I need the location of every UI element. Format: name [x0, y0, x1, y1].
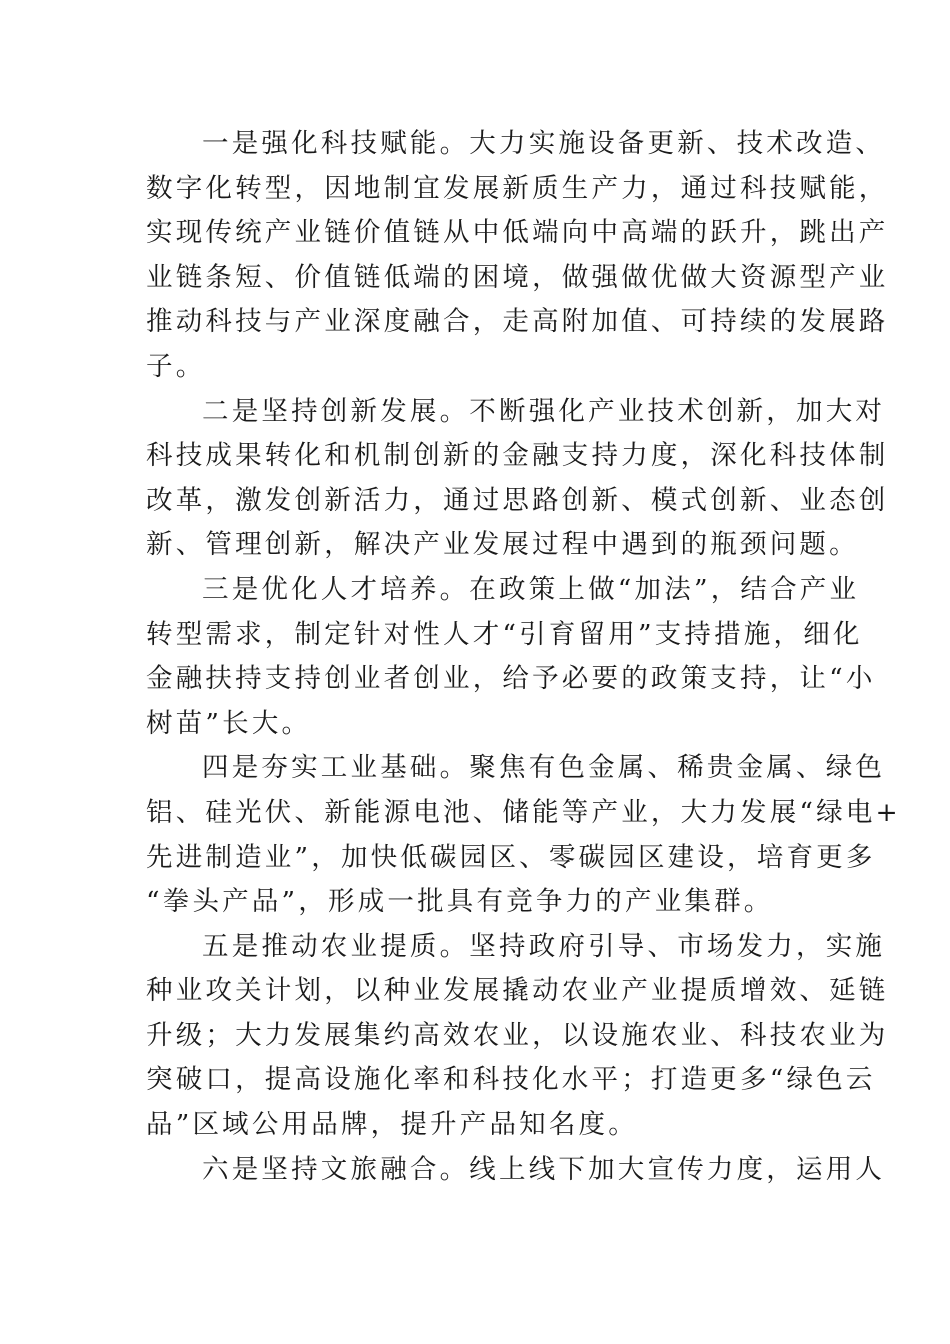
document-body: [146, 122, 901, 1192]
paragraph-3-line-1: 三是优化人才培养。在政策上做“加法”，结合产业: [202, 573, 860, 605]
paragraph-4-line-2: 铝、硅光伏、新能源电池、储能等产业，大力发展“绿电+: [146, 796, 901, 828]
paragraph-4-line-3: 先进制造业”，加快低碳园区、零碳园区建设，培育更多: [146, 841, 876, 873]
paragraph-2-line-4: 新、管理创新，解决产业发展过程中遇到的瓶颈问题。: [146, 529, 859, 561]
paragraph-5-line-4: 突破口，提高设施化率和科技化水平；打造更多“绿色云: [146, 1064, 876, 1096]
paragraph-1-line-2: 数字化转型，因地制宜发展新质生产力，通过科技赋能，: [146, 172, 889, 204]
paragraph-6-line-1: 六是坚持文旅融合。线上线下加大宣传力度，运用人: [202, 1153, 886, 1185]
paragraph-5-line-2: 种业攻关计划，以种业发展撬动农业产业提质增效、延链: [146, 975, 889, 1007]
paragraph-5-line-5: 品”区域公用品牌，提升产品知名度。: [146, 1109, 638, 1141]
paragraph-4-line-1: 四是夯实工业基础。聚焦有色金属、稀贵金属、绿色: [202, 752, 886, 784]
paragraph-3-line-2: 转型需求，制定针对性人才“引育留用”支持措施，细化: [146, 618, 863, 650]
paragraph-4-line-4: “拳头产品”，形成一批具有竞争力的产业集群。: [146, 886, 774, 918]
paragraph-1-line-5: 推动科技与产业深度融合，走高附加值、可持续的发展路: [146, 306, 889, 338]
paragraph-1-line-6: 子。: [146, 350, 206, 382]
paragraph-1-line-1: 一是强化科技赋能。大力实施设备更新、技术改造、: [202, 128, 886, 159]
paragraph-2-line-1: 二是坚持创新发展。不断强化产业技术创新，加大对: [202, 395, 886, 427]
paragraph-2-line-3: 改革，激发创新活力，通过思路创新、模式创新、业态创: [146, 484, 889, 516]
paragraph-1-line-4: 业链条短、价值链低端的困境，做强做优做大资源型产业: [146, 261, 889, 293]
paragraph-5-line-1: 五是推动农业提质。坚持政府引导、市场发力，实施: [202, 930, 886, 962]
paragraph-2-line-2: 科技成果转化和机制创新的金融支持力度，深化科技体制: [146, 440, 889, 472]
paragraph-1-line-3: 实现传统产业链价值链从中低端向中高端的跃升，跳出产: [146, 217, 889, 249]
paragraph-3-line-3: 金融扶持支持创业者创业，给予必要的政策支持，让“小: [146, 663, 876, 695]
paragraph-3-line-4: 树苗”长大。: [146, 707, 312, 739]
paragraph-5-line-3: 升级；大力发展集约高效农业，以设施农业、科技农业为: [146, 1019, 889, 1051]
